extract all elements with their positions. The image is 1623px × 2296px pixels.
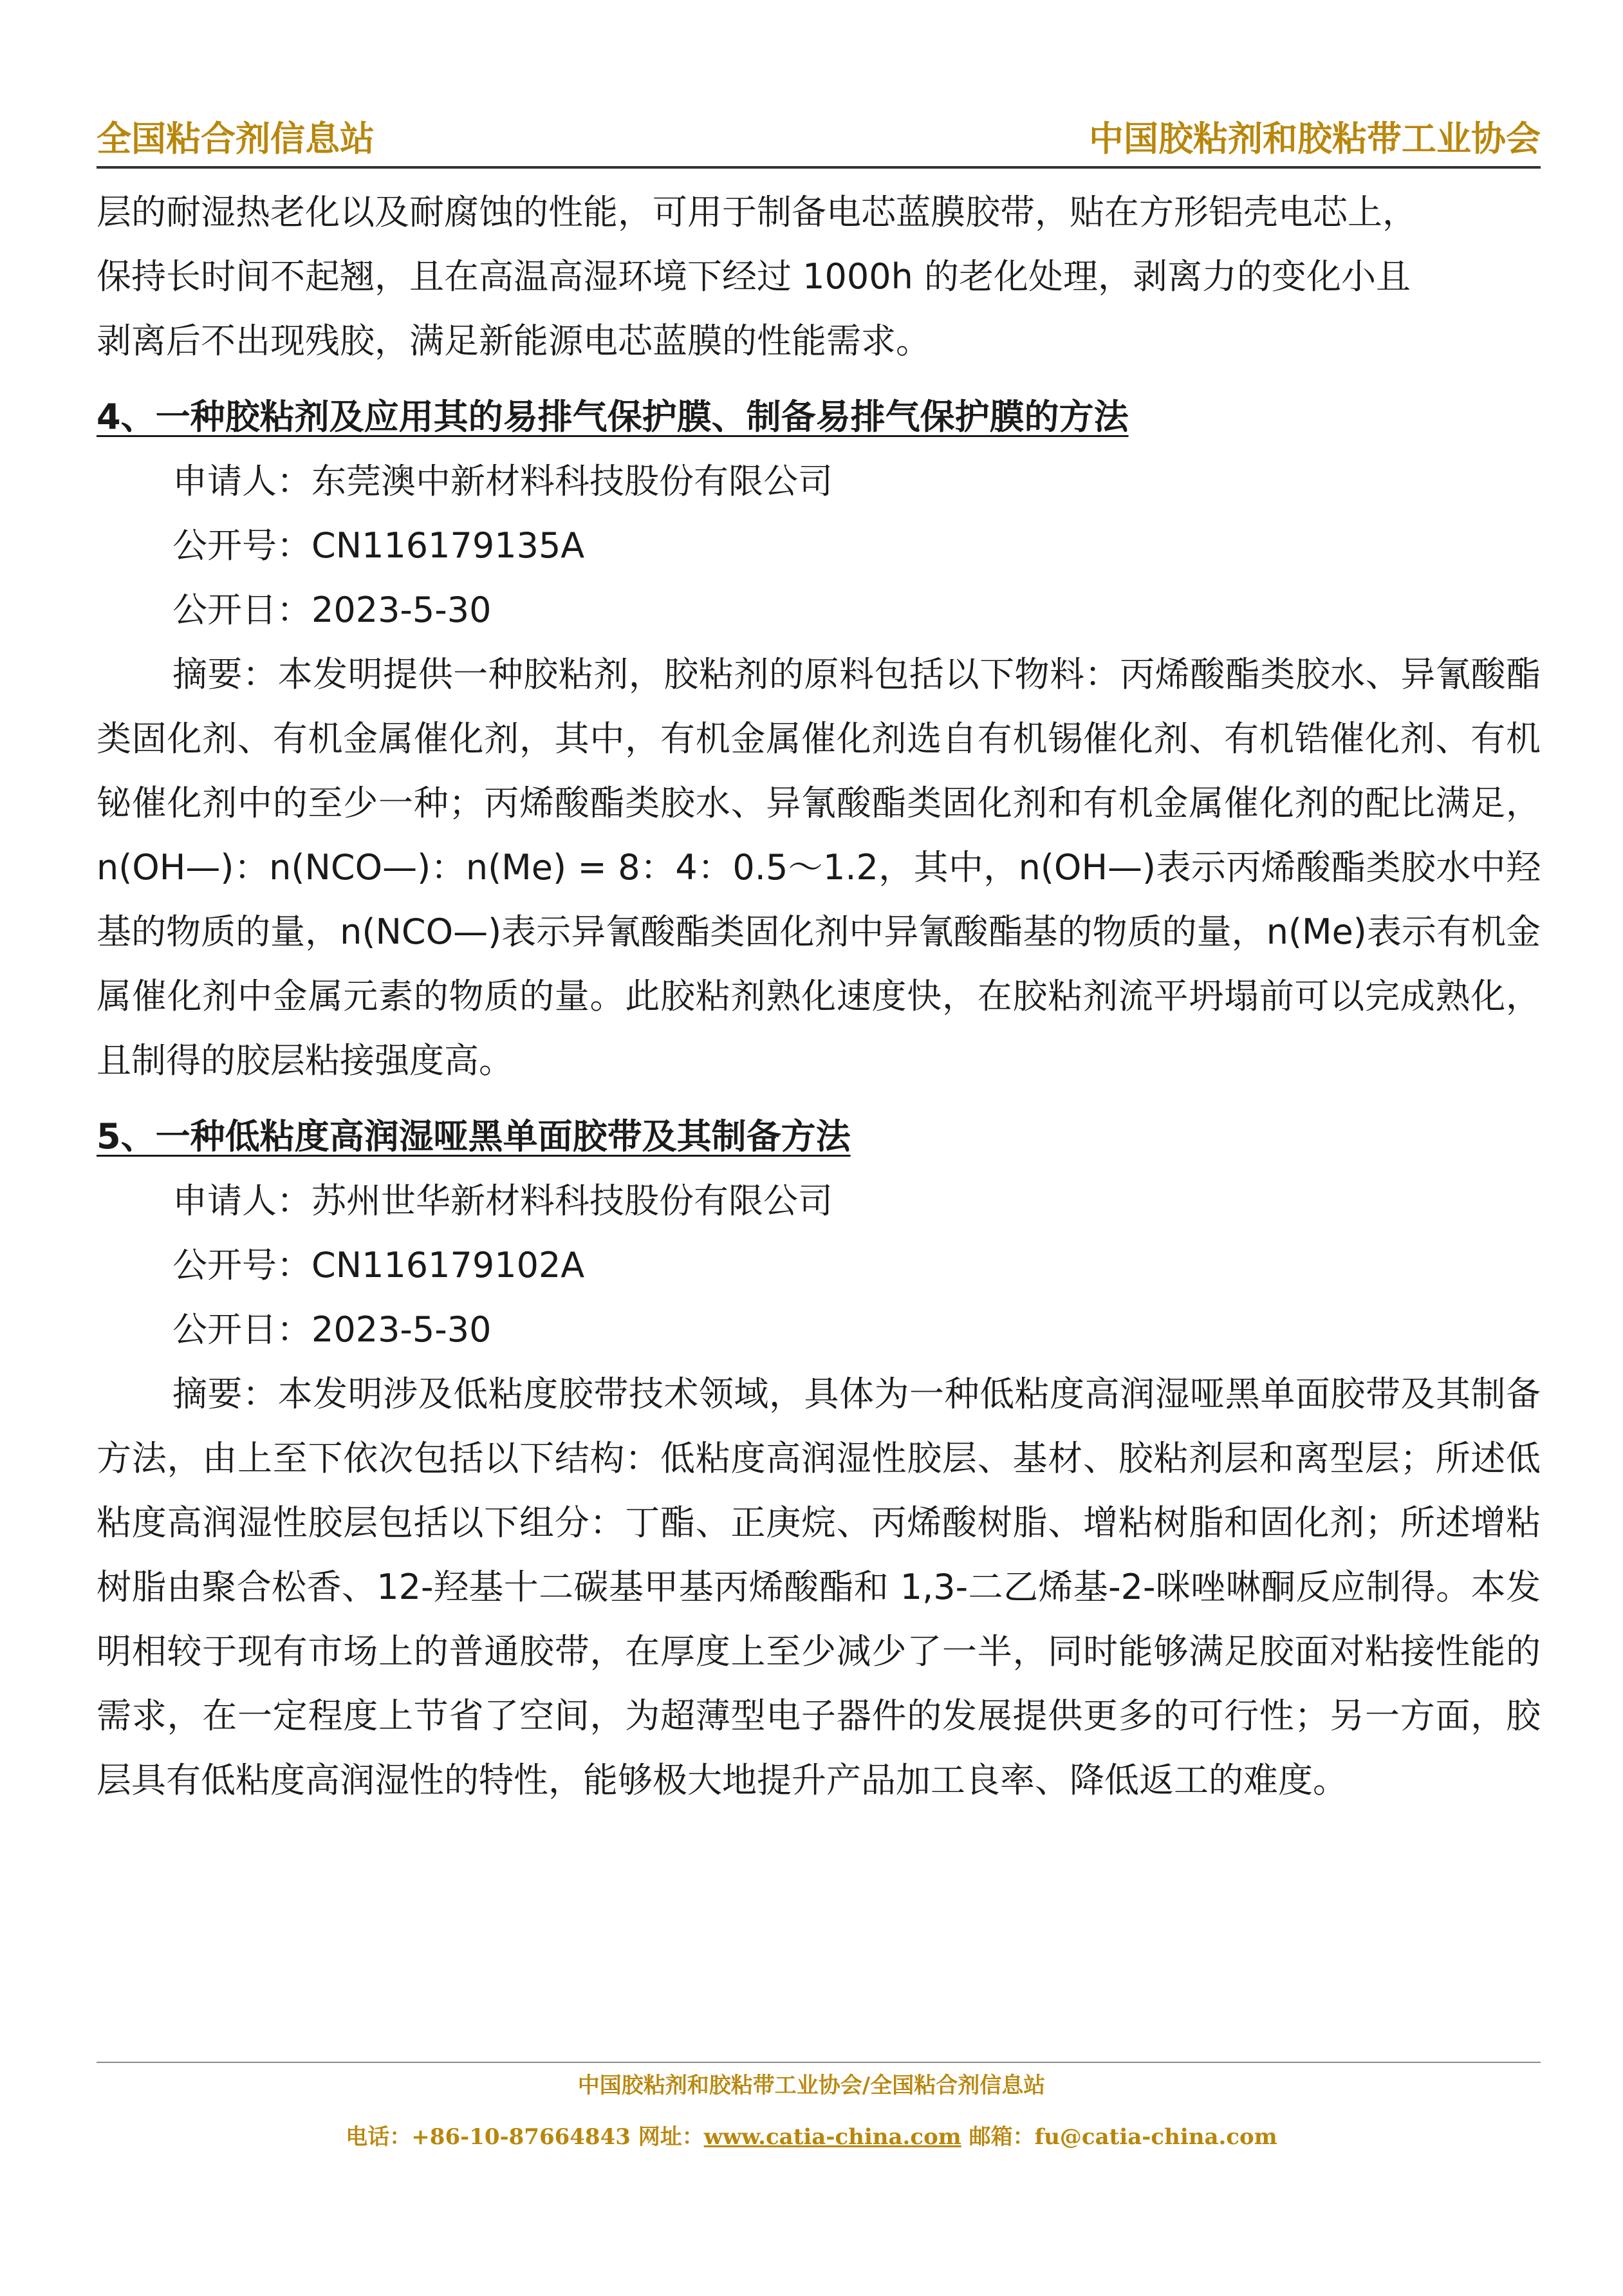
footer-phone: 电话：+86-10-87664843 网址： [346, 2124, 704, 2150]
intro-line: 保持长时间不起翘，且在高温高湿环境下经过 1000h 的老化处理，剥离力的变化小且 [97, 256, 1411, 297]
header-association-name: 中国胶粘剂和胶粘带工业协会 [1089, 118, 1541, 159]
intro-line: 层的耐湿热老化以及耐腐蚀的性能，可用于制备电芯蓝膜胶带，贴在方形铝壳电芯上， [97, 192, 1417, 232]
document-body [97, 180, 1541, 1813]
page-header [97, 113, 1541, 164]
patent-publication-date: 公开日：2023-5-30 [172, 1309, 492, 1350]
patent-publication-number: 公开号：CN116179135A [172, 525, 585, 566]
footer-organization: 中国胶粘剂和胶粘带工业协会/全国粘合剂信息站 [577, 2073, 1046, 2098]
intro-line: 剥离后不出现残胶，满足新能源电芯蓝膜的性能需求。 [97, 321, 931, 361]
patent-abstract: 摘要：本发明提供一种胶粘剂，胶粘剂的原料包括以下物料：丙烯酸酯类胶水、异氰酸酯类固化剂、有机金属催化剂，其中，有机金属催化剂选自有机锡催化剂、有机锆催化剂、有机铋催化剂中的至少一种；丙烯酸酯类胶水、异氰酸酯类固化剂和有机金属催化剂的配比满足，n(OH—)：n(NCO—)：n(Me) = 8：4：0.5～1.2，其中，n(OH—)表示丙烯酸酯类胶水中羟基的物质的量，n(NCO—)表示异氰酸酯类固化剂中异氰酸酯基的物质的量，n(Me)表示有机金属催化剂中金属元素的物质的量。此胶粘剂熟化速度快，在胶粘剂流平坍塌前可以完成熟化，且制得的胶层粘接强度高。 [97, 654, 1541, 1081]
footer-website-link[interactable]: www.catia-china.com [703, 2124, 961, 2150]
patent-entry-4 [97, 385, 1541, 1093]
patent-applicant: 申请人：苏州世华新材料科技股份有限公司 [172, 1181, 833, 1221]
footer-contact [0, 2118, 1623, 2156]
header-divider [97, 166, 1541, 169]
patent-publication-date: 公开日：2023-5-30 [172, 590, 492, 630]
patent-applicant: 申请人：东莞澳中新材料科技股份有限公司 [172, 461, 833, 501]
patent-title: 4、一种胶粘剂及应用其的易排气保护膜、制备易排气保护膜的方法 [97, 397, 1129, 437]
header-site-name: 全国粘合剂信息站 [97, 118, 375, 159]
patent-title: 5、一种低粘度高润湿哑黑单面胶带及其制备方法 [97, 1116, 851, 1157]
footer-email: 邮箱：fu@catia-china.com [961, 2124, 1277, 2150]
patent-entry-5 [97, 1105, 1541, 1813]
patent-abstract: 摘要：本发明涉及低粘度胶带技术领域，具体为一种低粘度高润湿哑黑单面胶带及其制备方法，由上至下依次包括以下结构：低粘度高润湿性胶层、基材、胶粘剂层和离型层；所述低粘度高润湿性胶层包括以下组分：丁酯、正庚烷、丙烯酸树脂、增粘树脂和固化剂；所述增粘树脂由聚合松香、12-羟基十二碳基甲基丙烯酸酯和 1,3-二乙烯基-2-咪唑啉酮反应制得。本发明相较于现有市场上的普通胶带，在厚度上至少减少了一半，同时能够满足胶面对粘接性能的需求，在一定程度上节省了空间，为超薄型电子器件的发展提供更多的可行性；另一方面，胶层具有低粘度高润湿性的特性，能够极大地提升产品加工良率、降低返工的难度。 [97, 1374, 1541, 1800]
patent-publication-number: 公开号：CN116179102A [172, 1245, 585, 1285]
footer-divider [97, 2062, 1541, 2063]
